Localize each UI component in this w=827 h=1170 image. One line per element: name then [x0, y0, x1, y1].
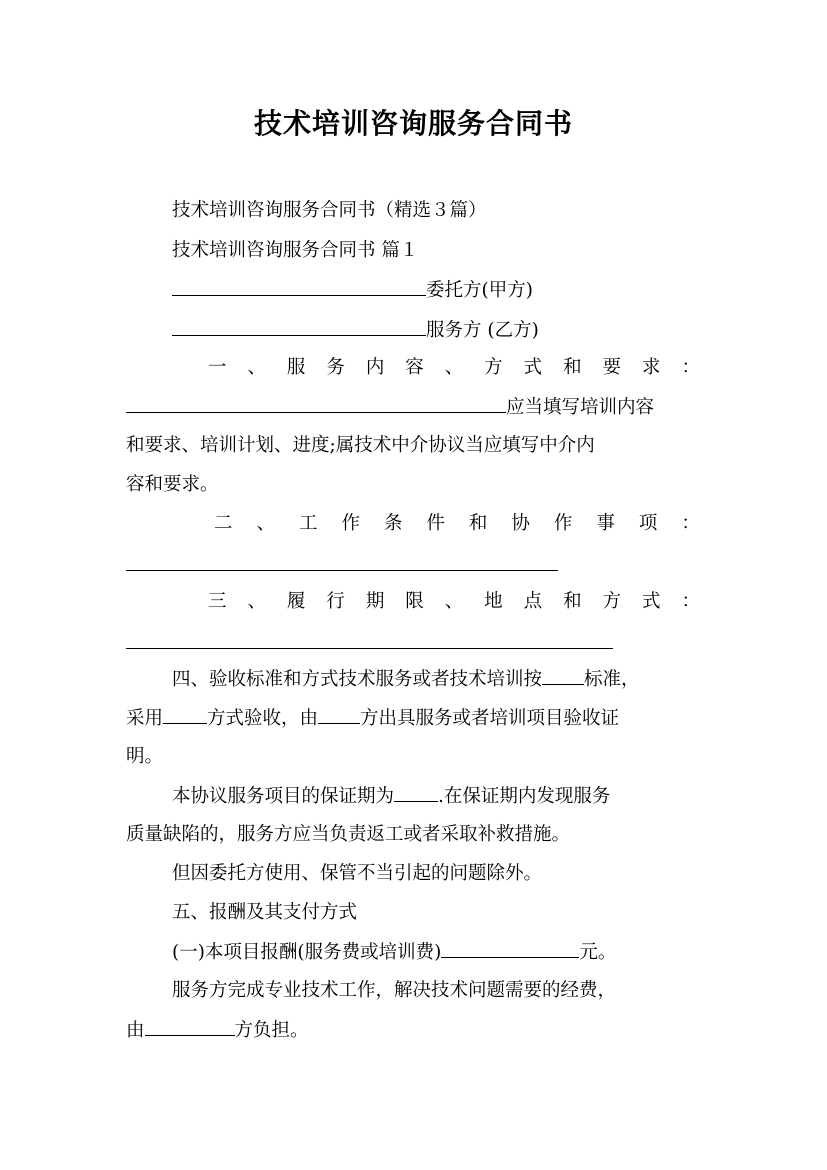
s3-char: 履 — [286, 591, 306, 612]
section-1-blank — [126, 394, 506, 413]
s1-char: 式 — [523, 357, 543, 378]
s3-char: 限 — [405, 591, 424, 612]
section-4-line-1 — [172, 666, 706, 693]
section-4-text: 采用 — [126, 708, 164, 729]
cost-blank — [145, 1017, 235, 1036]
method-blank — [163, 705, 207, 724]
s1-char: 、 — [444, 357, 464, 378]
section-2-blank — [126, 569, 558, 571]
warranty-text: 本协议服务项目的保证期为 — [172, 786, 395, 807]
document-subtitle: 技术培训咨询服务合同书（精选３篇） — [172, 200, 487, 221]
s3-char: 点 — [523, 591, 543, 612]
section-1-line-3: 和要求、培训计划、进度;属技术中介协议当应填写中介内 — [126, 435, 595, 456]
section-1-heading — [208, 355, 700, 381]
party-b-label: 服务方 (乙方) — [426, 320, 539, 341]
s1-char: ： — [681, 357, 700, 378]
s2-char: 、 — [256, 513, 275, 534]
s2-char: 条 — [383, 513, 403, 534]
warranty-line-1 — [172, 783, 706, 810]
s1-char: 、 — [247, 357, 266, 378]
s2-char: 项 — [638, 513, 658, 534]
s3-char: 方 — [602, 591, 622, 612]
section-5-item-1 — [172, 939, 706, 966]
s2-char: 件 — [426, 513, 445, 534]
cost-line-2 — [126, 1017, 706, 1044]
s3-char: 行 — [326, 591, 345, 612]
s1-char: 服 — [286, 357, 306, 378]
s3-char: 和 — [563, 591, 582, 612]
warranty-blank — [394, 783, 438, 802]
party-a-line — [172, 277, 706, 304]
s1-char: 和 — [563, 357, 582, 378]
s3-char: 三 — [208, 591, 227, 612]
s3-char: 、 — [247, 591, 266, 612]
s1-char: 容 — [405, 357, 424, 378]
exception-line: 但因委托方使用、保管不当引起的问题除外。 — [172, 863, 543, 884]
warranty-line-2: 质量缺陷的，服务方应当负责返工或者采取补救措施。 — [126, 824, 571, 845]
section-2-heading — [214, 511, 700, 537]
cost-text: 由 — [126, 1020, 145, 1041]
section-1-line-4: 容和要求。 — [126, 474, 219, 495]
section-4-text: 四、验收标准和方式技术服务或者技术培训按 — [172, 669, 543, 690]
s3-char: ： — [681, 591, 700, 612]
s2-char: ： — [681, 513, 700, 534]
section-4-text: 方出具服务或者培训项目验收证 — [360, 708, 620, 729]
party-a-label: 委托方(甲方) — [426, 280, 533, 301]
document-title: 技术培训咨询服务合同书 — [253, 107, 573, 140]
section-3-heading — [208, 589, 700, 615]
s2-char: 作 — [553, 513, 573, 534]
warranty-text: .在保证期内发现服务 — [438, 786, 611, 807]
section-1-tail: 应当填写培训内容 — [506, 397, 655, 418]
party-b-blank — [172, 317, 426, 336]
s3-char: 期 — [365, 591, 385, 612]
s1-char: 一 — [208, 357, 227, 378]
party-a-blank — [172, 277, 426, 296]
issuer-blank — [318, 705, 360, 724]
s3-char: 地 — [484, 591, 503, 612]
s2-char: 事 — [596, 513, 615, 534]
s1-char: 内 — [365, 357, 385, 378]
s2-char: 和 — [468, 513, 488, 534]
cost-text: 方负担。 — [234, 1020, 309, 1041]
chapter-heading: 技术培训咨询服务合同书 篇１ — [172, 240, 419, 261]
s2-char: 作 — [341, 513, 360, 534]
fee-unit: 元。 — [579, 942, 617, 963]
s1-char: 求 — [641, 357, 661, 378]
fee-text: (一)本项目报酬(服务费或培训费) — [172, 942, 442, 963]
section-1-line-2 — [126, 394, 706, 421]
s1-char: 方 — [484, 357, 503, 378]
s3-char: 、 — [444, 591, 464, 612]
section-5-heading: 五、报酬及其支付方式 — [172, 902, 358, 923]
s2-char: 工 — [298, 513, 318, 534]
s1-char: 务 — [326, 357, 345, 378]
s2-char: 二 — [214, 513, 233, 534]
s2-char: 协 — [511, 513, 530, 534]
section-4-line-2 — [126, 705, 706, 732]
section-4-line-3: 明。 — [126, 746, 164, 767]
party-b-line — [172, 317, 706, 344]
standard-blank — [542, 666, 584, 685]
fee-blank — [441, 939, 579, 958]
s1-char: 要 — [602, 357, 622, 378]
s3-char: 式 — [641, 591, 661, 612]
cost-line-1: 服务方完成专业技术工作，解决技术问题需要的经费， — [172, 980, 617, 1001]
section-4-text: 方式验收，由 — [207, 708, 319, 729]
section-3-blank — [126, 647, 613, 649]
section-4-text: 标准， — [584, 669, 640, 690]
